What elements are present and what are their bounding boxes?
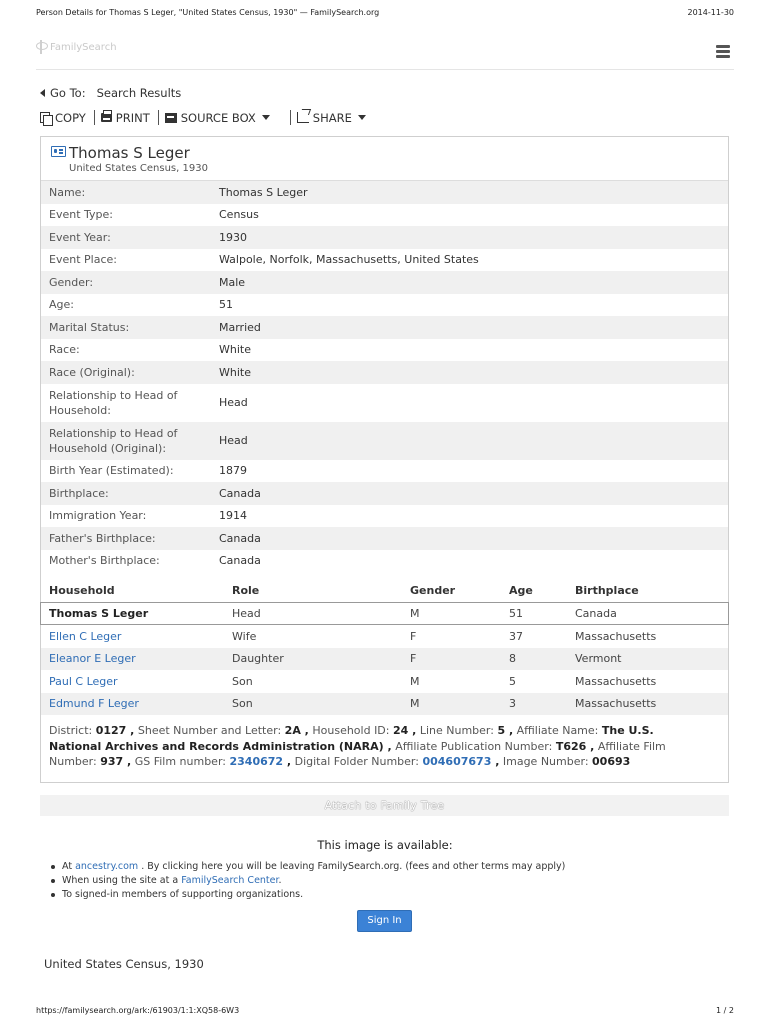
attach-to-family-tree-button[interactable]: Attach to Family Tree	[40, 795, 729, 816]
copy-icon	[40, 112, 51, 124]
gs-film-link[interactable]: 2340672	[229, 755, 284, 768]
image-label: Image Number:	[502, 755, 589, 768]
toolbar-divider	[94, 110, 95, 125]
detail-label: Gender:	[49, 275, 94, 289]
detail-label: Relationship to Head of Household:	[49, 388, 178, 417]
hamburger-icon[interactable]	[716, 45, 730, 57]
source-box-icon	[165, 113, 177, 123]
detail-label: Race (Original):	[49, 365, 135, 379]
line-label: Line Number:	[419, 724, 494, 737]
detail-label: Birth Year (Estimated):	[49, 464, 174, 478]
detail-value: 1879	[219, 464, 247, 478]
affiliate-value: The U.S. National Archives and Records Administration (NARA)	[49, 724, 654, 753]
print-button[interactable]	[101, 111, 156, 125]
availability-list	[62, 860, 565, 902]
member-birthplace: Massachusetts	[575, 697, 657, 711]
chevron-down-icon	[262, 115, 270, 120]
member-birthplace: Massachusetts	[575, 629, 657, 643]
detail-value: Canada	[219, 531, 261, 545]
list-item: To signed-in members of supporting organizations.	[62, 888, 565, 902]
household-header-row	[41, 578, 728, 602]
column-header-role: Role	[232, 583, 260, 597]
member-birthplace: Vermont	[575, 652, 622, 666]
detail-row	[41, 384, 728, 422]
image-value: 00693	[592, 755, 631, 768]
detail-row	[41, 204, 728, 227]
member-role: Head	[232, 607, 261, 620]
detail-row	[41, 505, 728, 528]
detail-value: Head	[219, 396, 248, 409]
detail-row	[41, 482, 728, 505]
detail-row	[41, 226, 728, 249]
publication-value: T626	[555, 739, 587, 753]
member-name-link[interactable]: Paul C Leger	[49, 674, 118, 688]
chevron-down-icon	[358, 115, 366, 120]
member-age: 8	[509, 652, 516, 666]
print-date: 2014-11-30	[687, 8, 734, 17]
person-name: Thomas S Leger	[69, 144, 190, 162]
member-gender: F	[410, 652, 417, 666]
member-name-link[interactable]: Ellen C Leger	[49, 629, 122, 643]
detail-label: Event Year:	[49, 230, 111, 244]
record-summary: District: 0127 , Sheet Number and Letter: 2A , Household ID: 24 , Line Number: 5 , Affiliate Name: The U.S. National Archives and Records Administration (NARA) , Affiliate Publication Number: T626 , Affiliate Film Number: 937 , GS Film number: 2340672 , Digital Folder Number: 004607673 , Image Number: 00693	[49, 724, 666, 768]
record-card	[40, 136, 729, 783]
member-role: Son	[232, 697, 253, 711]
member-gender: F	[410, 629, 417, 643]
detail-value: Census	[219, 208, 259, 222]
district-value: 0127	[95, 724, 127, 737]
member-age: 3	[509, 697, 516, 711]
goto-label: Go To:	[50, 86, 86, 100]
list-item	[62, 874, 565, 888]
detail-label: Immigration Year:	[49, 509, 147, 523]
record-header	[41, 137, 728, 181]
district-label: District:	[49, 724, 93, 737]
detail-label: Name:	[49, 185, 86, 199]
item-text: . By clicking here you will be leaving FamilySearch.org. (fees and other terms may apply)	[141, 861, 566, 872]
detail-label: Race:	[49, 343, 80, 357]
member-age: 37	[509, 629, 523, 643]
gs-film-label: GS Film number:	[134, 755, 226, 768]
logo-text: FamilySearch	[50, 41, 117, 53]
share-label: SHARE	[312, 110, 352, 125]
detail-row	[41, 316, 728, 339]
detail-value: White	[219, 343, 251, 357]
collection-name: United States Census, 1930	[69, 163, 208, 174]
column-header-household: Household	[49, 583, 115, 597]
detail-value: Head	[219, 434, 248, 447]
publication-label: Affiliate Publication Number:	[395, 739, 553, 753]
bottom-collection-title: United States Census, 1930	[44, 957, 204, 971]
toolbar	[40, 110, 372, 125]
detail-label: Birthplace:	[49, 486, 109, 500]
print-footer	[36, 1006, 734, 1015]
familysearch-logo[interactable]	[36, 40, 117, 54]
film-value: 937	[100, 755, 124, 768]
detail-label: Father's Birthplace:	[49, 531, 156, 545]
toolbar-divider	[158, 110, 159, 125]
household-id-label: Household ID:	[312, 724, 390, 737]
household-row	[41, 693, 728, 716]
print-page-number: 1 / 2	[716, 1006, 734, 1015]
ancestry-link[interactable]: ancestry.com	[75, 861, 139, 872]
column-header-birthplace: Birthplace	[575, 583, 639, 597]
detail-row	[41, 527, 728, 550]
household-row	[41, 648, 728, 671]
print-icon	[101, 113, 112, 122]
detail-value: 51	[219, 298, 233, 312]
detail-label: Event Type:	[49, 208, 113, 222]
item-text: When using the site at a	[62, 875, 179, 886]
detail-label: Marital Status:	[49, 320, 130, 334]
source-box-label: SOURCE BOX	[180, 110, 256, 125]
column-header-age: Age	[509, 583, 533, 597]
print-url: https://familysearch.org/ark:/61903/1:1:XQ58-6W3	[36, 1006, 240, 1015]
member-name-link[interactable]: Edmund F Leger	[49, 697, 139, 711]
member-gender: M	[410, 674, 420, 688]
copy-label: COPY	[55, 110, 86, 125]
member-role: Wife	[232, 629, 257, 643]
sign-in-button[interactable]: Sign In	[357, 910, 412, 932]
sheet-value: 2A	[284, 724, 301, 737]
print-header	[36, 8, 734, 20]
detail-row	[41, 550, 728, 573]
top-bar	[36, 28, 734, 70]
print-label: PRINT	[115, 110, 150, 125]
film-label: Affiliate Film Number:	[49, 739, 666, 768]
detail-row	[41, 249, 728, 272]
household-table	[41, 578, 728, 715]
detail-row	[41, 460, 728, 483]
detail-label: Age:	[49, 298, 74, 312]
person-card-icon	[51, 146, 66, 157]
line-value: 5	[497, 724, 506, 737]
detail-label: Relationship to Head of Household (Original):	[49, 426, 178, 455]
member-role: Daughter	[232, 652, 284, 666]
member-age: 5	[509, 674, 516, 688]
source-box-button[interactable]	[165, 111, 276, 125]
search-results-link[interactable]: Search Results	[96, 86, 182, 100]
detail-row	[41, 422, 728, 460]
member-name: Thomas S Leger	[49, 607, 149, 620]
print-title: Person Details for Thomas S Leger, "United States Census, 1930" — FamilySearch.org	[36, 8, 380, 17]
item-text: At	[62, 861, 73, 872]
member-birthplace: Massachusetts	[575, 674, 657, 688]
detail-value: 1930	[219, 230, 247, 244]
familysearch-center-link[interactable]: FamilySearch Center	[181, 875, 279, 886]
detail-value: Walpole, Norfolk, Massachusetts, United States	[219, 253, 479, 267]
detail-row	[41, 294, 728, 317]
tree-logo-icon	[36, 40, 46, 54]
detail-label: Event Place:	[49, 253, 117, 267]
back-triangle-icon	[40, 89, 45, 97]
detail-row	[41, 181, 728, 204]
toolbar-divider	[290, 110, 291, 125]
detail-value: Thomas S Leger	[219, 185, 308, 199]
detail-value: 1914	[219, 509, 247, 523]
detail-label: Mother's Birthplace:	[49, 554, 160, 568]
affiliate-label: Affiliate Name:	[516, 724, 599, 737]
folder-link[interactable]: 004607673	[422, 755, 492, 768]
household-row	[41, 670, 728, 693]
household-row	[40, 602, 729, 625]
availability-title: This image is available:	[317, 838, 453, 852]
detail-value: Canada	[219, 486, 261, 500]
list-item	[62, 860, 565, 874]
detail-row	[41, 271, 728, 294]
household-row	[41, 625, 728, 648]
member-gender: M	[410, 607, 420, 620]
column-header-gender: Gender	[410, 583, 456, 597]
detail-value: Canada	[219, 554, 261, 568]
member-gender: M	[410, 697, 420, 711]
details-table	[41, 181, 728, 572]
folder-label: Digital Folder Number:	[294, 755, 419, 768]
detail-row	[41, 339, 728, 362]
member-name-link[interactable]: Eleanor E Leger	[49, 652, 136, 666]
member-age: 51	[509, 607, 523, 620]
household-id-value: 24	[393, 724, 409, 737]
detail-value: Male	[219, 275, 246, 289]
item-text: .	[278, 875, 282, 886]
member-birthplace: Canada	[575, 607, 617, 620]
detail-value: Married	[219, 320, 261, 334]
sheet-label: Sheet Number and Letter:	[137, 724, 282, 737]
goto-nav	[40, 86, 181, 100]
detail-row	[41, 361, 728, 384]
detail-value: White	[219, 365, 251, 379]
copy-button[interactable]	[40, 111, 92, 125]
member-role: Son	[232, 674, 253, 688]
share-icon	[297, 112, 309, 123]
share-button[interactable]	[297, 111, 372, 125]
